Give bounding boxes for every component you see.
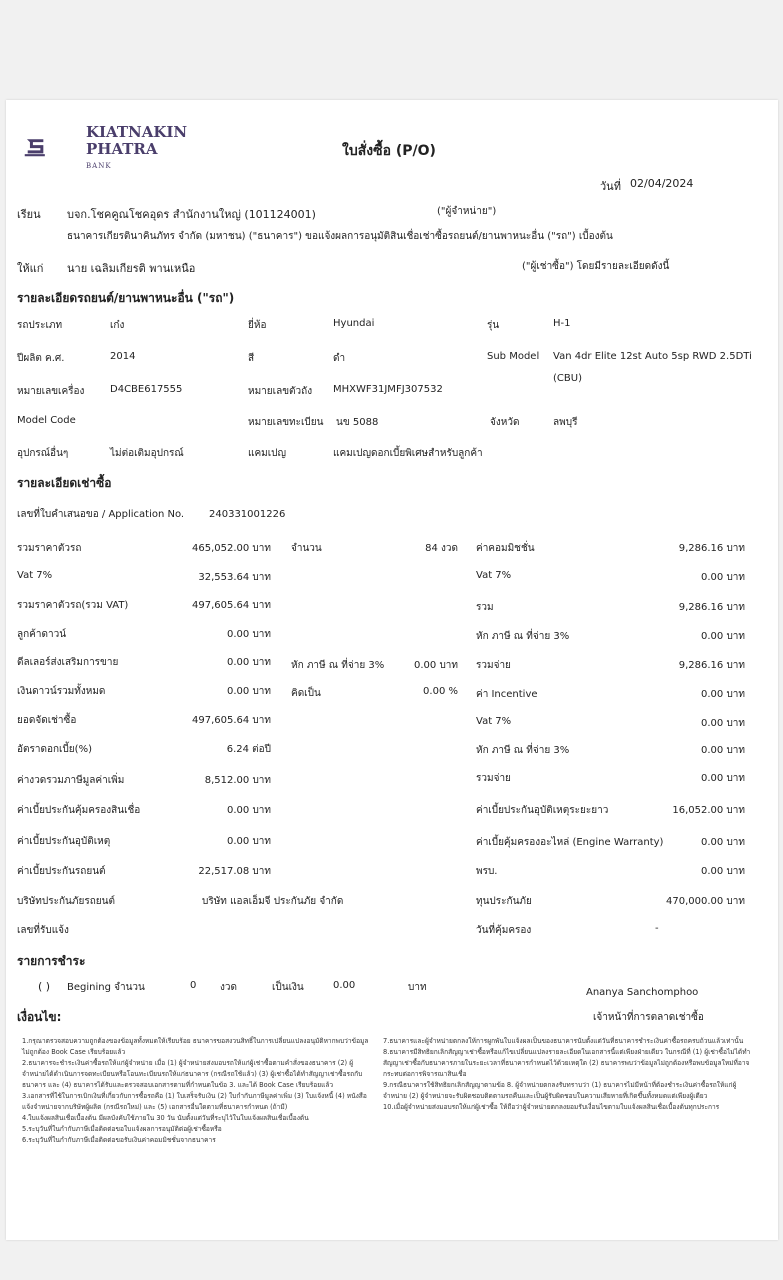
left-row-label: ค่าเบี้ยประกันคุ้มครองสินเชื่อ: [17, 805, 141, 816]
right-row-value: 0.00 บาท: [701, 572, 745, 583]
condition-item: 3.เอกสารที่ใช้ในการเบิกเงินที่เกี่ยวกับการซื้อรถคือ (1) ใบเสร็จรับเงิน (2) ใบกำกับภาษีมูลค่าเพิ่ม (3) ใบแจ้งหนี้ (4) หนังสือแจ้งจำหน่ายจากบริษัทผู้ผลิต (กรณีรถใหม่) และ (5) เอกสารอื่นใดตามที่ธนาคารกำหนด (ถ้ามี): [22, 1092, 367, 1111]
mid-row-label: หัก ภาษี ณ ที่จ่าย 3%: [291, 660, 385, 671]
approval-notice: ธนาคารเกียรตินาคินภัทร จำกัด (มหาชน) ("ธนาคาร") ขอแจ้งผลการอนุมัติสินเชื่อเช่าซื้อรถยนต์/ยานพาหนะอื่น ("รถ") เบื้องต้น: [67, 231, 613, 242]
right-row-label: ทุนประกันภัย: [476, 896, 532, 907]
mid-row-value: 84 งวด: [425, 543, 458, 554]
signer-name: Ananya Sanchomphoo: [586, 987, 699, 998]
left-row-value: 0.00 บาท: [227, 657, 271, 668]
left-row-label: Vat 7%: [17, 570, 53, 581]
condition-item: 5.ระบุวันที่ในกำกับภาษีเมื่อติดต่อขอใบแจ้งผลการอนุมัติต่อผู้เช่าซื้อหรือ: [22, 1125, 222, 1133]
right-row-value: 0.00 บาท: [701, 631, 745, 642]
model-label: รุ่น: [487, 320, 500, 331]
right-row-label: รวมจ่าย: [476, 773, 511, 784]
type-label: รถประเภท: [17, 320, 63, 331]
left-row-label: บริษัทประกันภัยรถยนต์: [17, 896, 115, 907]
right-row-label: ค่า Incentive: [476, 689, 538, 700]
right-row-label: ค่าเบี้ยประกันอุบัติเหตุระยะยาว: [476, 805, 609, 816]
right-row-value: 0.00 บาท: [701, 837, 745, 848]
dealer-role: ("ผู้จำหน่าย"): [437, 206, 497, 217]
application-label: เลขที่ใบคำเสนอขอ / Application No.: [17, 509, 185, 520]
left-row-label: ค่างวดรวมภาษีมูลค่าเพิ่ม: [17, 775, 125, 786]
date-label: วันที่: [600, 180, 621, 193]
left-row-label: อัตราดอกเบี้ย(%): [17, 744, 92, 755]
left-row-value: บริษัท แอลเอ็มจี ประกันภัย จำกัด: [202, 896, 344, 907]
model-value: H-1: [553, 318, 571, 329]
right-row-label: รวมจ่าย: [476, 660, 511, 671]
campaign-value: แคมเปญดอกเบี้ยพิเศษสำหรับลูกค้า: [333, 448, 483, 459]
left-row-value: 0.00 บาท: [227, 836, 271, 847]
chassis-value: MHXWF31JMFJ307532: [333, 384, 443, 395]
conditions-title: เงื่อนไข:: [17, 1010, 62, 1024]
left-row-value: 0.00 บาท: [227, 686, 271, 697]
payment-amount: 0.00: [333, 980, 356, 991]
left-row-value: 32,553.64 บาท: [198, 572, 271, 583]
condition-item: 6.ระบุวันที่ในกำกับภาษีเมื่อติดต่อขอรับเงินค่าคอมมิชชั่นจากธนาคาร: [22, 1136, 216, 1144]
province-label: จังหวัด: [490, 417, 520, 428]
plate-label: หมายเลขทะเบียน: [248, 417, 324, 428]
left-row-value: 0.00 บาท: [227, 805, 271, 816]
payment-amount-label: เป็นเงิน: [272, 982, 304, 993]
dealer-name: บจก.โชคคูณโชคอุดร สำนักงานใหญ่ (101124001): [67, 208, 316, 221]
document-title: ใบสั่งซื้อ (P/O): [342, 143, 436, 159]
lease-section-title: รายละเอียดเช่าซื้อ: [17, 476, 112, 490]
left-row-label: ลูกค้าดาวน์: [17, 629, 67, 640]
signer-title: เจ้าหน้าที่การตลาดเช่าซื้อ: [593, 1012, 704, 1023]
condition-item: 7.ธนาคารและผู้จำหน่ายตกลงให้การผูกพันใบแจ้งผลเป็นของธนาคารนับตั้งแต่วันที่ธนาคารชำระเงินค่าซื้อรถครบถ้วนแล้วเท่านั้น: [383, 1037, 744, 1045]
right-row-value: 0.00 บาท: [701, 689, 745, 700]
right-row-value: 0.00 บาท: [701, 745, 745, 756]
left-row-value: 465,052.00 บาท: [192, 543, 271, 554]
right-row-label: วันที่คุ้มครอง: [476, 925, 532, 936]
bank-logo-icon: [24, 122, 82, 172]
right-row-label: ค่าคอมมิชชั่น: [476, 543, 535, 554]
payment-currency: บาท: [408, 982, 427, 993]
right-row-value: 0.00 บาท: [701, 718, 745, 729]
right-row-label: Vat 7%: [476, 570, 512, 581]
condition-item: 10.เมื่อผู้จำหน่ายส่งมอบรถให้แก่ผู้เช่าซื้อ ให้ถือว่าผู้จำหน่ายตกลงยอมรับเงื่อนไขตามใบแจ้งผลสินเชื่อเบื้องต้นทุกประการ: [383, 1103, 720, 1111]
brand-label: ยี่ห้อ: [248, 320, 267, 331]
to-label: เรียน: [17, 208, 41, 221]
customer-role: ("ผู้เช่าซื้อ") โดยมีรายละเอียดดังนี้: [522, 261, 670, 272]
bank-name: KIATNAKIN PHATRA BANK: [86, 123, 188, 170]
customer-name: นาย เฉลิมเกียรติ พานเหนือ: [67, 262, 196, 275]
right-row-label: หัก ภาษี ณ ที่จ่าย 3%: [476, 631, 570, 642]
left-row-label: เงินดาวน์รวมทั้งหมด: [17, 686, 106, 697]
mid-row-label: คิดเป็น: [291, 688, 321, 699]
mid-row-value: 0.00 บาท: [414, 660, 458, 671]
type-value: เก๋ง: [110, 320, 125, 331]
left-row-value: 22,517.08 บาท: [198, 866, 271, 877]
mid-row-label: จำนวน: [291, 543, 322, 554]
mid-row-value: 0.00 %: [423, 686, 458, 697]
province-value: ลพบุรี: [553, 417, 578, 428]
left-row-label: ยอดจัดเช่าซื้อ: [17, 715, 77, 726]
conditions-right: [383, 1036, 755, 1113]
submodel-value-cont: (CBU): [553, 373, 582, 384]
condition-item: 2.ธนาคารจะชำระเงินค่าซื้อรถให้แก่ผู้จำหน่าย เมื่อ (1) ผู้จำหน่ายส่งมอบรถให้แก่ผู้เช่าซื้อตามคำสั่งของธนาคาร (2) ผู้จำหน่ายได้ดำเนินการจดทะเบียนหรือโอนทะเบียนรถให้แก่ธนาคาร (กรณีรถใช้แล้ว) (3) ผู้เช่าซื้อได้ทำสัญญาเช่าซื้อรถกับธนาคาร และ (4) ธนาคารได้รับและตรวจสอบเอกสารตามที่กำหนดในข้อ 3. และได้ Book Case เรียบร้อยแล้ว: [22, 1059, 363, 1089]
left-row-value: 0.00 บาท: [227, 629, 271, 640]
right-row-value: 0.00 บาท: [701, 866, 745, 877]
campaign-label: แคมเปญ: [248, 448, 287, 459]
conditions-left: [22, 1036, 374, 1146]
right-row-value: 470,000.00 บาท: [666, 896, 745, 907]
submodel-value: Van 4dr Elite 12st Auto 5sp RWD 2.5DTi: [553, 351, 752, 362]
right-row-label: ค่าเบี้ยคุ้มครองอะไหล่ (Engine Warranty): [476, 837, 664, 848]
accessory-label: อุปกรณ์อื่นๆ: [17, 448, 69, 459]
left-row-value: 6.24 ต่อปี: [226, 744, 271, 755]
left-row-label: รวมราคาตัวรถ: [17, 543, 82, 554]
right-row-value: 16,052.00 บาท: [672, 805, 745, 816]
left-row-label: ค่าเบี้ยประกันรถยนต์: [17, 866, 106, 877]
condition-item: 4.ใบแจ้งผลสินเชื่อเบื้องต้น มีผลบังคับใช้ภายใน 30 วัน นับตั้งแต่วันที่ระบุไว้ในใบแจ้งผลสินเชื่อเบื้องต้น: [22, 1114, 309, 1122]
left-row-value: 8,512.00 บาท: [204, 775, 271, 786]
left-row-label: รวมราคาตัวรถ(รวม VAT): [17, 600, 129, 611]
year-value: 2014: [110, 351, 136, 362]
right-row-label: Vat 7%: [476, 716, 512, 727]
left-row-label: เลขที่รับแจ้ง: [17, 925, 69, 936]
engine-value: D4CBE617555: [110, 384, 183, 395]
left-row-label: ดีลเลอร์ส่งเสริมการขาย: [17, 657, 119, 668]
right-row-value: 9,286.16 บาท: [678, 543, 745, 554]
submodel-label: Sub Model: [487, 351, 540, 362]
modelcode-label: Model Code: [17, 415, 76, 426]
payment-section-title: รายการชำระ: [17, 954, 86, 968]
condition-item: 8.ธนาคารมีสิทธิยกเลิกสัญญาเช่าซื้อหรือแก้ไขเปลี่ยนแปลงรายละเอียดในเอกสารนี้แต่เพียงฝ่ายเดียว ในกรณีที่ (1) ผู้เช่าซื้อไม่ได้ทำสัญญาเช่าซื้อกับธนาคารภายในระยะเวลาที่ธนาคารกำหนดไว้ด้วยเหตุใด (2) ธนาคารพบว่าข้อมูลไม่ถูกต้องหรือพบข้อมูลใหม่ที่อาจกระทบต่อการพิจารณาสินเชื่อ: [383, 1048, 751, 1078]
year-label: ปีผลิต ค.ศ.: [17, 353, 65, 364]
right-row-label: รวม: [476, 602, 494, 613]
color-value: ดำ: [333, 353, 346, 364]
right-row-value: -: [655, 923, 659, 934]
payment-paren: ( ): [38, 980, 51, 993]
for-label: ให้แก่: [17, 262, 44, 275]
chassis-label: หมายเลขตัวถัง: [248, 386, 313, 397]
payment-unit: งวด: [220, 982, 237, 993]
right-row-value: 9,286.16 บาท: [678, 660, 745, 671]
right-row-value: 0.00 บาท: [701, 773, 745, 784]
vehicle-section-title: รายละเอียดรถยนต์/ยานพาหนะอื่น ("รถ"): [17, 291, 235, 305]
engine-label: หมายเลขเครื่อง: [17, 386, 85, 397]
date-value: 02/04/2024: [630, 177, 694, 190]
right-row-value: 9,286.16 บาท: [678, 602, 745, 613]
payment-begin-count: 0: [190, 980, 197, 991]
condition-item: 1.กรุณาตรวจสอบความถูกต้องของข้อมูลทั้งหมดให้เรียบร้อย ธนาคารขอสงวนสิทธิ์ในการเปลี่ยนแปลงอนุมัติหากพบว่าข้อมูลไม่ถูกต้อง Book Case เรียบร้อยแล้ว: [22, 1037, 369, 1056]
brand-value: Hyundai: [333, 318, 375, 329]
right-row-label: พรบ.: [476, 866, 498, 877]
condition-item: 9.กรณีธนาคารใช้สิทธิยกเลิกสัญญาตามข้อ 8. ผู้จำหน่ายตกลงรับทราบว่า (1) ธนาคารไม่มีหน้าที่ต้องชำระเงินค่าซื้อรถให้แก่ผู้จำหน่าย (2) ผู้จำหน่ายจะรับผิดชอบติดตามรถคืนและเป็นผู้รับผิดชอบในความเสียหายที่เกิดขึ้นทั้งหมดแต่เพียงผู้เดียว: [383, 1081, 737, 1100]
color-label: สี: [248, 353, 255, 364]
accessory-value: ไม่ต่อเติมอุปกรณ์: [110, 448, 184, 459]
right-row-label: หัก ภาษี ณ ที่จ่าย 3%: [476, 745, 570, 756]
payment-begin-label: Begining จำนวน: [67, 982, 145, 993]
left-row-value: 497,605.64 บาท: [192, 715, 271, 726]
left-row-value: 497,605.64 บาท: [192, 600, 271, 611]
left-row-label: ค่าเบี้ยประกันอุบัติเหตุ: [17, 836, 111, 847]
plate-value: นข 5088: [336, 417, 379, 428]
application-number: 240331001226: [209, 509, 286, 520]
